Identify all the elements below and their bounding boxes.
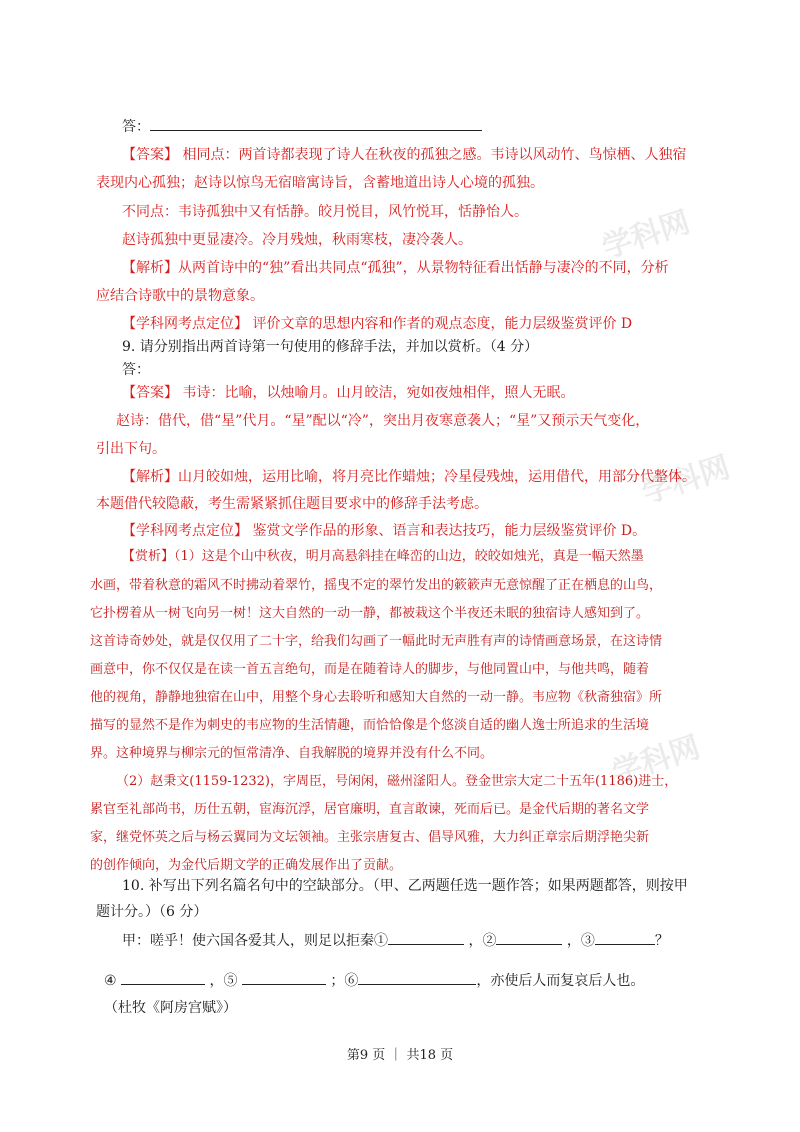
q10-source: （杜牧《阿房宫赋》） [104, 1000, 237, 1016]
watermark: 学科网 [637, 449, 735, 511]
appreciation-line: 水画，带着秋意的霜风不时拂动着翠竹，摇曳不定的翠竹发出的簌簌声无意惊醒了正在栖息的山鸟， [90, 578, 663, 593]
appreciation-line: 描写的显然不是作为刺史的韦应物的生活情趣，而恰恰像是个悠淡自适的幽人逸士所追求的生活境 [90, 718, 650, 733]
answer-label: 答： [122, 116, 482, 137]
appreciation-line: 这首诗奇妙处，就是仅仅用了二十字，给我们勾画了一幅此时无声胜有声的诗情画意场景，在这诗情 [90, 634, 663, 649]
blank-2[interactable] [496, 930, 562, 945]
appreciation-line: 【赏析】（1）这是个山中秋夜，明月高悬斜挂在峰峦的山边，皎皎如烛光，真是一幅天然墨 [122, 549, 644, 564]
appreciation-line: 家，继党怀英之后与杨云翼同为文坛领袖。主张宗唐复古、倡导风雅，大力纠正章宗后期浮艳尖新 [90, 830, 650, 845]
q10-question-line-1: 10. 补写出下列名篇名句中的空缺部分。（甲、乙两题任选一题作答；如果两题都答，则按甲 [122, 878, 688, 894]
blank-6[interactable] [358, 970, 476, 985]
appreciation-line: 的创作倾向，为金代后期文学的正确发展作出了贡献。 [90, 858, 403, 873]
appreciation-line: （2）赵秉文(1159-1232)，字周臣，号闲闲，磁州滏阳人。登金世宗大定二十五年(1186)进士， [116, 774, 678, 789]
q9-analysis-line-2: 本题借代较隐蔽，考生需紧紧抓住题目要求中的修辞手法考虑。 [96, 496, 488, 512]
q9-knowledge-point: 【学科网考点定位】 鉴赏文学作品的形象、语言和表达技巧，能力层级鉴赏评价 D。 [122, 523, 647, 539]
appreciation-line: 累官至礼部尚书，历仕五朝，宦海沉浮，居官廉明，直言敢谏，死而后已。是金代后期的著名文学 [90, 802, 650, 817]
q8-answer-line-2: 表现内心孤独；赵诗以惊鸟无宿暗寓诗旨，含蓄地道出诗人心境的孤独。 [96, 175, 544, 191]
q9-answer-line-2: 赵诗：借代，借“星”代月。“星”配以“冷”，突出月夜寒意袭人；“星”又预示天气变化， [116, 413, 650, 429]
q10-jia-line-2: ④ ，⑤ ；⑥ ，亦使后人而复哀后人也。 [104, 970, 644, 991]
q9-analysis-line-1: 【解析】山月皎如烛，运用比喻，将月亮比作蜡烛；冷星侵残烛，运用借代，用部分代整体。 [122, 469, 696, 485]
appreciation-line: 画意中，你不仅仅是在读一首五言绝句，而是在随着诗人的脚步，与他同置山中，与他共鸣，随着 [90, 662, 650, 677]
watermark: 学科网 [597, 204, 695, 266]
blank-1[interactable] [388, 930, 464, 945]
page-footer: 第9 页 ｜ 共18 页 [346, 1048, 454, 1063]
answer-line [150, 116, 482, 131]
q8-analysis-line-2: 应结合诗歌中的景物意象。 [96, 288, 264, 304]
blank-4[interactable] [121, 970, 205, 985]
q9-answer-line-1: 【答案】 韦诗：比喻，以烛喻月。山月皎洁，宛如夜烛相伴，照人无眠。 [122, 385, 575, 401]
blank-5[interactable] [242, 970, 326, 985]
q10-jia-line-1: 甲：嗟乎！使六国各爱其人，则足以拒秦① ，② ，③ ？ [122, 930, 669, 951]
q8-knowledge-point: 【学科网考点定位】 评价文章的思想内容和作者的观点态度，能力层级鉴赏评价 D [122, 316, 633, 332]
appreciation-line: 它扑楞着从一树飞向另一树！这大自然的一动一静，都被栽这个半夜还未眠的独宿诗人感知到了。 [90, 606, 650, 621]
q9-answer-line-3: 引出下句。 [96, 441, 166, 457]
q8-analysis-line-1: 【解析】从两首诗中的“独”看出共同点“孤独”，从景物特征看出恬静与凄冷的不同，分析 [122, 260, 669, 276]
q8-diff-line-2: 赵诗孤独中更显凄冷。冷月残烛，秋雨寒枝，凄冷袭人。 [122, 232, 472, 248]
appreciation-line: 他的视角，静静地独宿在山中，用整个身心去聆听和感知大自然的一动一静。韦应物《秋斋独宿》所 [90, 690, 663, 705]
q10-question-line-2: 题计分。）（6 分） [96, 904, 208, 920]
blank-3[interactable] [595, 930, 655, 945]
q9-question: 9. 请分别指出两首诗第一句使用的修辞手法，并加以赏析。（4 分） [122, 339, 539, 355]
q8-answer-line-1: 【答案】 相同点：两首诗都表现了诗人在秋夜的孤独之感。韦诗以风动竹、鸟惊栖、人独宿 [122, 147, 687, 163]
appreciation-line: 界。这种境界与柳宗元的恒常清净、自我解脱的境界并没有什么不同。 [90, 746, 494, 761]
q8-diff-line-1: 不同点：韦诗孤独中又有恬静。皎月悦目，风竹悦耳，恬静怡人。 [122, 204, 528, 220]
watermark: 学科网 [607, 729, 705, 791]
q9-answer-label: 答： [122, 362, 150, 378]
